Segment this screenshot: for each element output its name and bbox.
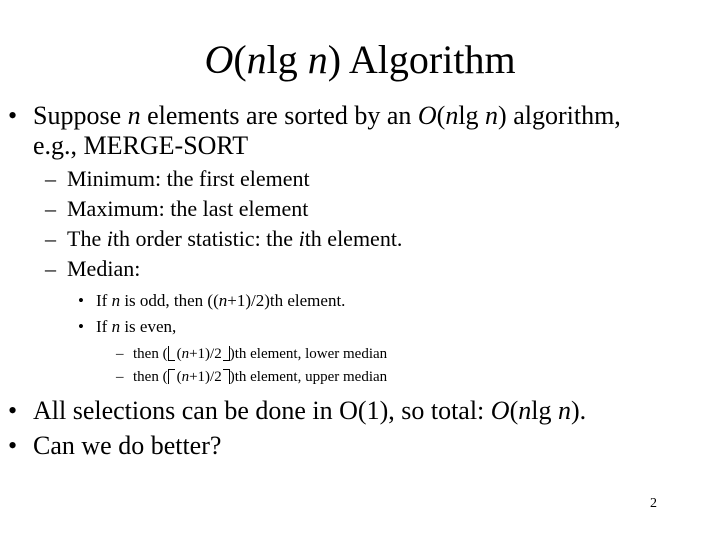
dash-marker: – — [45, 196, 56, 221]
lower-median-line: then ( (n+1)/2 )th element, lower median — [133, 346, 388, 362]
slide-title: O(nlg n) Algorithm — [204, 37, 516, 82]
dash-marker: – — [45, 166, 56, 191]
bullet-suppose-line2: e.g., MERGE-SORT — [33, 131, 249, 160]
bullet-marker: • — [78, 317, 84, 336]
floor-right-bracket — [223, 346, 230, 361]
bullet-marker: • — [8, 101, 18, 130]
dash-marker: – — [45, 226, 56, 251]
bullet-suppose-line1: Suppose n elements are sorted by an O(nlg n) algorithm, — [33, 101, 621, 130]
bullet-can-we-do-better: Can we do better? — [33, 431, 222, 460]
sub-item-median: Median: — [67, 256, 141, 281]
sub-item-minimum: Minimum: the first element — [67, 166, 310, 191]
bullet-marker: • — [8, 396, 18, 425]
bullet-marker: • — [8, 431, 18, 460]
ceiling-right-bracket — [223, 369, 230, 384]
bullet-all-selections: All selections can be done in O(1), so total: O(nlg n). — [33, 396, 587, 425]
bullet-marker: • — [78, 291, 84, 310]
floor-left-bracket — [168, 346, 175, 361]
dash-marker: – — [45, 256, 56, 281]
dash-marker: – — [116, 346, 124, 362]
ceiling-left-bracket — [168, 369, 175, 384]
dash-marker: – — [116, 369, 124, 385]
upper-median-line: then ( (n+1)/2 )th element, upper median — [133, 369, 388, 385]
page-number: 2 — [650, 496, 657, 511]
median-even-case: If n is even, — [96, 317, 177, 336]
sub-item-ith-order-statistic: The ith order statistic: the ith element. — [67, 226, 403, 251]
sub-item-maximum: Maximum: the last element — [67, 196, 309, 221]
median-odd-case: If n is odd, then ((n+1)/2)th element. — [96, 291, 346, 310]
